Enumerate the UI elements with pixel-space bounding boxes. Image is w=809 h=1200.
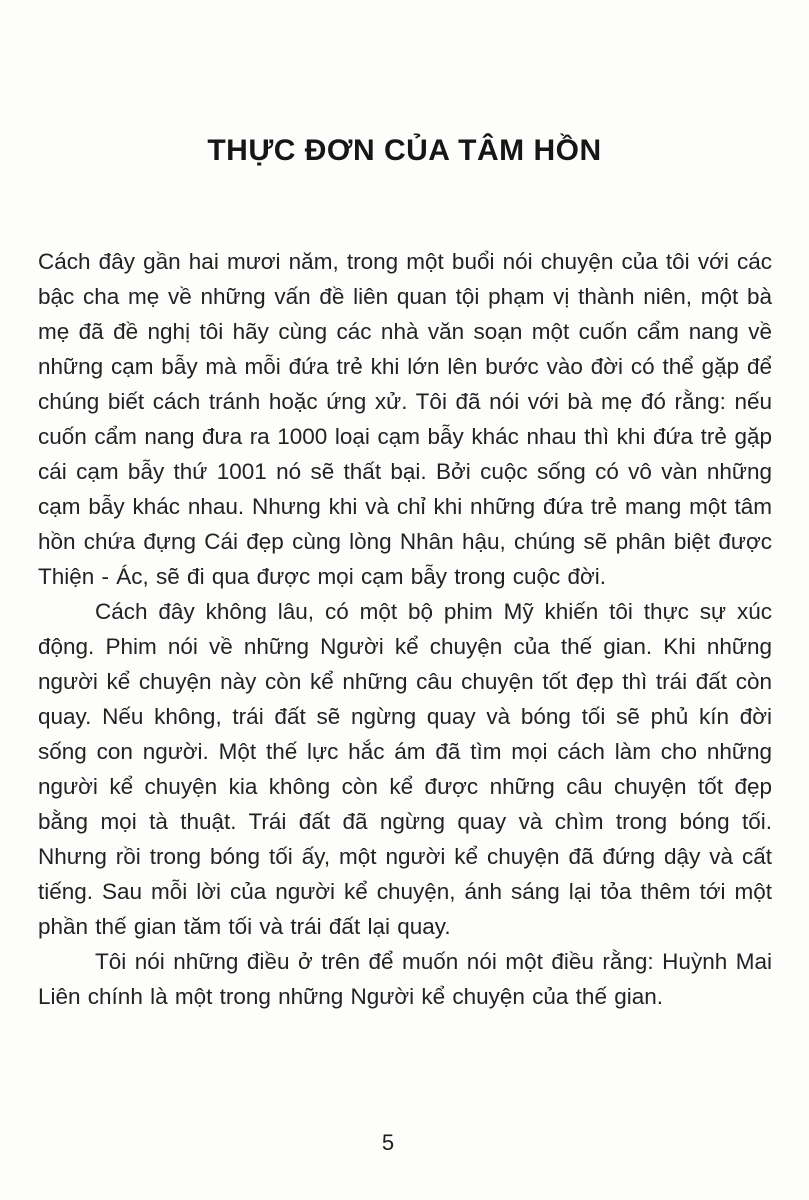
paragraph: Tôi nói những điều ở trên để muốn nói một điều rằng: Huỳnh Mai Liên chính là một trong những Người kể chuyện của thế gian. bbox=[38, 949, 772, 1009]
body-text bbox=[38, 244, 772, 1014]
page-title: THỰC ĐƠN CỦA TÂM HỒN bbox=[207, 134, 602, 167]
page-number: 5 bbox=[381, 1130, 395, 1155]
paragraph: Cách đây không lâu, có một bộ phim Mỹ khiến tôi thực sự xúc động. Phim nói về những Người kể chuyện của thế gian. Khi những người kể chuyện này còn kể những câu chuyện tốt đẹp thì trái đất còn quay. Nếu không, trái đất sẽ ngừng quay và bóng tối sẽ phủ kín đời sống con người. Một thế lực hắc ám đã tìm mọi cách làm cho những người kể chuyện kia không còn kể được những câu chuyện tốt đẹp bằng mọi tà thuật. Trái đất đã ngừng quay và chìm trong bóng tối. Nhưng rồi trong bóng tối ấy, một người kể chuyện đã đứng dậy và cất tiếng. Sau mỗi lời của người kể chuyện, ánh sáng lại tỏa thêm tới một phần thế gian tăm tối và trái đất lại quay. bbox=[38, 599, 772, 939]
paragraph: Cách đây gần hai mươi năm, trong một buổi nói chuyện của tôi với các bậc cha mẹ về những vấn đề liên quan tội phạm vị thành niên, một bà mẹ đã đề nghị tôi hãy cùng các nhà văn soạn một cuốn cẩm nang về những cạm bẫy mà mỗi đứa trẻ khi lớn lên bước vào đời có thể gặp để chúng biết cách tránh hoặc ứng xử. Tôi đã nói với bà mẹ đó rằng: nếu cuốn cẩm nang đưa ra 1000 loại cạm bẫy khác nhau thì khi đứa trẻ gặp cái cạm bẫy thứ 1001 nó sẽ thất bại. Bởi cuộc sống có vô vàn những cạm bẫy khác nhau. Nhưng khi và chỉ khi những đứa trẻ mang một tâm hồn chứa đựng Cái đẹp cùng lòng Nhân hậu, chúng sẽ phân biệt được Thiện - Ác, sẽ đi qua được mọi cạm bẫy trong cuộc đời. bbox=[38, 249, 772, 589]
